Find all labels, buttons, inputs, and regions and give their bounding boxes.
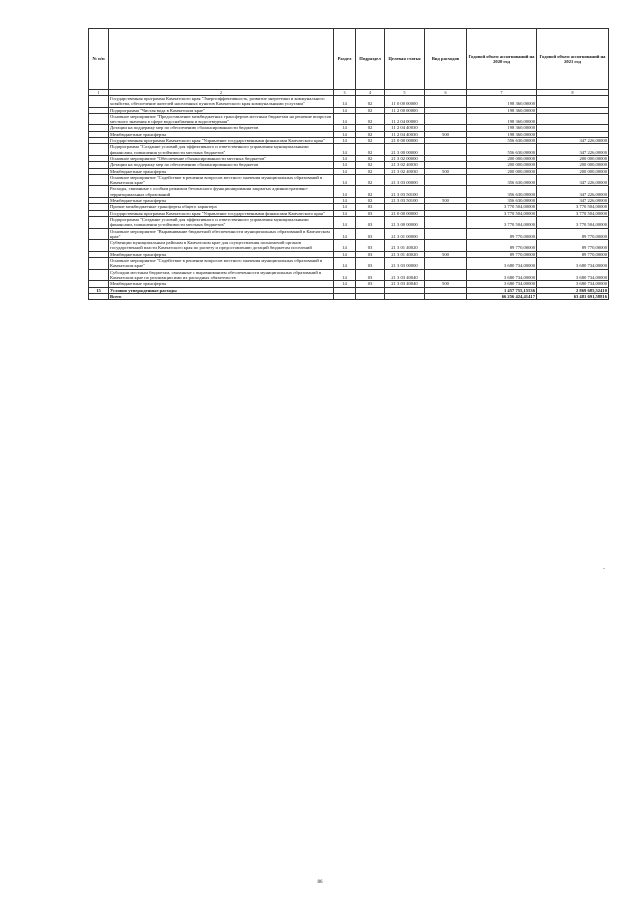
row-section-cell: 14: [334, 198, 356, 204]
row-name-cell: Основное мероприятие "Содействие в решении вопросов местного значения муниципальных образований в Камчатском крае": [109, 174, 334, 186]
row-subsection-cell: 02: [356, 107, 385, 113]
row-section-cell: 14: [334, 240, 356, 252]
row-section-cell: 14: [334, 168, 356, 174]
row-section-cell: 14: [334, 131, 356, 137]
row-subsection-cell: 03: [356, 269, 385, 281]
row-expense-type-cell: 500: [425, 251, 467, 257]
row-subsection-cell: 03: [356, 281, 385, 287]
row-amount-2021-cell: 89 770,00000: [537, 240, 609, 252]
table-row: [89, 113, 609, 125]
row-section-cell: 14: [334, 125, 356, 131]
row-expense-type-cell: [425, 269, 467, 281]
header-amount-2020: Годовой объем ассигнований на 2020 год: [467, 29, 537, 90]
row-section-cell: [334, 293, 356, 299]
row-amount-2020-cell: 3 680 734,00000: [467, 269, 537, 281]
row-amount-2020-cell: 356 630,00000: [467, 174, 537, 186]
row-amount-2020-cell: 198 360,00000: [467, 107, 537, 113]
row-amount-2020-cell: 89 770,00000: [467, 251, 537, 257]
row-target-article-cell: 21 3 01 00000: [385, 228, 425, 240]
row-amount-2021-cell: 3 770 504,00000: [537, 216, 609, 228]
row-section-cell: 14: [334, 258, 356, 270]
row-amount-2020-cell: 89 770,00000: [467, 228, 537, 240]
row-expense-type-cell: [425, 113, 467, 125]
row-number-cell: [89, 174, 109, 186]
row-amount-2020-cell: 89 770,00000: [467, 240, 537, 252]
row-target-article-cell: 21 3 03 00000: [385, 174, 425, 186]
row-section-cell: 14: [334, 107, 356, 113]
row-amount-2021-cell: 3 680 734,00000: [537, 258, 609, 270]
row-expense-type-cell: [425, 228, 467, 240]
row-number-cell: [89, 186, 109, 198]
row-section-cell: 14: [334, 204, 356, 210]
table-row: [89, 240, 609, 252]
row-name-cell: Основное мероприятие "Выравнивание бюджетной обеспеченности муниципальных образований в Камчатском крае": [109, 228, 334, 240]
row-target-article-cell: 21 3 00 00000: [385, 144, 425, 156]
row-name-cell: Межбюджетные трансферты: [109, 198, 334, 204]
row-target-article-cell: 21 3 01 40020: [385, 240, 425, 252]
column-number: 2: [109, 90, 334, 96]
row-amount-2020-cell: 200 000,00000: [467, 168, 537, 174]
row-subsection-cell: 02: [356, 162, 385, 168]
table-row: [89, 216, 609, 228]
row-target-article-cell: 11 2 04 00000: [385, 113, 425, 125]
column-number: 5: [385, 90, 425, 96]
row-subsection-cell: 02: [356, 168, 385, 174]
row-amount-2021-cell: 200 000,00000: [537, 162, 609, 168]
row-expense-type-cell: [425, 96, 467, 108]
table-row: [89, 186, 609, 198]
row-name-cell: Государственная программа Камчатского края "Энергоэффективность, развитие энергетики и коммунального хозяйства, обеспечение жителей населенных пунктов Камчатского края коммунальными услугами": [109, 96, 334, 108]
row-amount-2021-cell: 3 770 504,00000: [537, 204, 609, 210]
row-expense-type-cell: [425, 240, 467, 252]
row-target-article-cell: [385, 293, 425, 299]
row-target-article-cell: 11 2 00 00000: [385, 107, 425, 113]
row-target-article-cell: 21 3 02 40030: [385, 168, 425, 174]
row-section-cell: 14: [334, 162, 356, 168]
row-expense-type-cell: [425, 144, 467, 156]
row-target-article-cell: 21 0 00 00000: [385, 210, 425, 216]
row-expense-type-cell: [425, 186, 467, 198]
row-section-cell: 14: [334, 186, 356, 198]
column-number: 1: [89, 90, 109, 96]
row-amount-2020-cell: 3 680 734,00000: [467, 258, 537, 270]
row-target-article-cell: 21 3 03 00000: [385, 258, 425, 270]
row-name-cell: Дотации на поддержку мер по обеспечению сбалансированности бюджетов: [109, 162, 334, 168]
row-section-cell: 14: [334, 155, 356, 161]
table-row: [89, 96, 609, 108]
row-amount-2020-cell: 556 630,00000: [467, 138, 537, 144]
row-section-cell: 14: [334, 138, 356, 144]
column-number: 6: [425, 90, 467, 96]
row-subsection-cell: [356, 293, 385, 299]
row-name-cell: Межбюджетные трансферты: [109, 131, 334, 137]
budget-allocation-table: [88, 28, 609, 300]
row-number-cell: [89, 258, 109, 270]
row-expense-type-cell: [425, 258, 467, 270]
row-expense-type-cell: 500: [425, 168, 467, 174]
row-amount-2020-cell: 3 770 504,00000: [467, 216, 537, 228]
row-subsection-cell: 02: [356, 186, 385, 198]
row-amount-2021-cell: 3 680 734,00000: [537, 281, 609, 287]
row-amount-2021-cell: 89 770,00000: [537, 228, 609, 240]
row-expense-type-cell: [425, 174, 467, 186]
header-num: № п/п: [89, 29, 109, 90]
row-number-cell: [89, 269, 109, 281]
row-amount-2020-cell: 198 360,00000: [467, 96, 537, 108]
row-target-article-cell: 21 3 03 50100: [385, 186, 425, 198]
row-amount-2021-cell: 347 226,00000: [537, 174, 609, 186]
row-section-cell: 14: [334, 228, 356, 240]
row-name-cell: Основное мероприятие "Содействие в решении вопросов местного значения муниципальных образований в Камчатском крае": [109, 258, 334, 270]
row-target-article-cell: 21 3 03 50100: [385, 198, 425, 204]
row-section-cell: 14: [334, 210, 356, 216]
row-name-cell: Межбюджетные трансферты: [109, 281, 334, 287]
row-name-cell: Подпрограмма "Создание условий для эффективного и ответственного управления муниципальными финансами, повышения устойчивости местных бюджетов": [109, 216, 334, 228]
row-name-cell: Подпрограмма "Создание условий для эффективного и ответственного управления муниципальными финансами, повышения устойчивости местных бюджетов": [109, 144, 334, 156]
row-name-cell: Межбюджетные трансферты: [109, 251, 334, 257]
row-amount-2020-cell: 3 770 504,00000: [467, 210, 537, 216]
column-number: 4: [356, 90, 385, 96]
row-amount-2021-cell: 347 226,00000: [537, 198, 609, 204]
row-expense-type-cell: 500: [425, 281, 467, 287]
row-subsection-cell: 02: [356, 96, 385, 108]
row-amount-2021-cell: 347 226,00000: [537, 186, 609, 198]
row-amount-2020-cell: 198 360,00000: [467, 131, 537, 137]
table-row: [89, 293, 609, 299]
row-amount-2020-cell: 1 457 755,15536: [467, 287, 537, 293]
row-subsection-cell: 02: [356, 138, 385, 144]
row-target-article-cell: 21 3 03 40040: [385, 269, 425, 281]
column-number: 7: [467, 90, 537, 96]
row-name-cell: Условно утвержденные расходы: [109, 287, 334, 293]
table-row: [89, 144, 609, 156]
row-name-cell: Основное мероприятие "Предоставление межбюджетных трансфертов местным бюджетам на решение вопросов местного значения в сфере водоснабжения и водоотведения": [109, 113, 334, 125]
row-amount-2021-cell: 3 770 504,00000: [537, 210, 609, 216]
row-amount-2020-cell: 3 680 734,00000: [467, 281, 537, 287]
row-target-article-cell: 21 3 02 40030: [385, 162, 425, 168]
row-subsection-cell: 03: [356, 240, 385, 252]
row-amount-2020-cell: 198 360,00000: [467, 113, 537, 125]
header-name: [109, 29, 334, 90]
row-subsection-cell: 03: [356, 204, 385, 210]
row-section-cell: 14: [334, 281, 356, 287]
row-subsection-cell: 02: [356, 113, 385, 125]
row-number-cell: [89, 228, 109, 240]
row-amount-2021-cell: [537, 113, 609, 125]
row-section-cell: 14: [334, 113, 356, 125]
row-name-cell: Всего: [109, 293, 334, 299]
row-name-cell: Государственная программа Камчатского края "Управление государственными финансами Камчатского края": [109, 138, 334, 144]
table-header-row: [89, 29, 609, 90]
header-expense-type: Вид расходов: [425, 29, 467, 90]
row-amount-2020-cell: 200 000,00000: [467, 162, 537, 168]
header-section: Раздел: [334, 29, 356, 90]
row-section-cell: 14: [334, 216, 356, 228]
row-subsection-cell: 03: [356, 251, 385, 257]
row-expense-type-cell: 500: [425, 131, 467, 137]
row-name-cell: Дотации на поддержку мер по обеспечению сбалансированности бюджетов: [109, 125, 334, 131]
row-number-cell: 15: [89, 287, 109, 293]
row-target-article-cell: 21 3 01 40020: [385, 251, 425, 257]
row-name-cell: Расходы, связанные с особым режимом безопасного функционирования закрытых административно-территориальных образований: [109, 186, 334, 198]
row-subsection-cell: 02: [356, 155, 385, 161]
row-number-cell: [89, 144, 109, 156]
row-name-cell: Подпрограмма "Чистая вода в Камчатском крае": [109, 107, 334, 113]
header-amount-2021: Годовой объем ассигнований на 2021 год: [537, 29, 609, 90]
row-amount-2020-cell: 200 000,00000: [467, 155, 537, 161]
row-section-cell: 14: [334, 251, 356, 257]
row-number-cell: [89, 96, 109, 108]
row-amount-2021-cell: [537, 96, 609, 108]
row-name-cell: Государственная программа Камчатского края "Управление государственными финансами Камчатского края": [109, 210, 334, 216]
row-target-article-cell: 21 0 00 00000: [385, 138, 425, 144]
row-amount-2021-cell: 89 770,00000: [537, 251, 609, 257]
row-subsection-cell: 02: [356, 125, 385, 131]
row-number-cell: [89, 240, 109, 252]
row-section-cell: 14: [334, 144, 356, 156]
row-section-cell: 14: [334, 174, 356, 186]
table-row: [89, 269, 609, 281]
row-subsection-cell: 02: [356, 144, 385, 156]
table-row: [89, 258, 609, 270]
row-target-article-cell: 21 3 00 00000: [385, 216, 425, 228]
page-number: 86: [317, 880, 323, 885]
row-target-article-cell: 11 0 00 00000: [385, 96, 425, 108]
row-subsection-cell: 03: [356, 216, 385, 228]
row-name-cell: Основное мероприятие "Обеспечение сбалансированности местных бюджетов": [109, 155, 334, 161]
row-amount-2021-cell: 200 000,00000: [537, 168, 609, 174]
column-number: 8: [537, 90, 609, 96]
header-target-article: Целевая статья: [385, 29, 425, 90]
row-name-cell: Субсидии местным бюджетам, связанные с выравниванием обеспеченности муниципальных образований в Камчатском крае по реализации ими их расходных обязательств: [109, 269, 334, 281]
row-amount-2020-cell: 66 256 424,41417: [467, 293, 537, 299]
header-subsection: Подраздел: [356, 29, 385, 90]
row-amount-2021-cell: 2 869 685,52410: [537, 287, 609, 293]
row-number-cell: [89, 293, 109, 299]
row-name-cell: Межбюджетные трансферты: [109, 168, 334, 174]
row-amount-2020-cell: 198 360,00000: [467, 125, 537, 131]
row-subsection-cell: 03: [356, 228, 385, 240]
row-target-article-cell: 21 3 03 40040: [385, 281, 425, 287]
row-target-article-cell: 11 2 04 40030: [385, 131, 425, 137]
table-row: [89, 228, 609, 240]
column-number: 3: [334, 90, 356, 96]
row-amount-2021-cell: 347 226,00000: [537, 138, 609, 144]
table-body: [89, 96, 609, 300]
table-row: [89, 174, 609, 186]
row-number-cell: [89, 216, 109, 228]
row-subsection-cell: 02: [356, 174, 385, 186]
row-number-cell: [89, 113, 109, 125]
row-amount-2021-cell: 347 226,00000: [537, 144, 609, 156]
row-section-cell: 14: [334, 269, 356, 281]
row-amount-2020-cell: 356 630,00000: [467, 198, 537, 204]
row-subsection-cell: 03: [356, 210, 385, 216]
row-subsection-cell: 03: [356, 258, 385, 270]
row-subsection-cell: 02: [356, 131, 385, 137]
row-name-cell: Прочие межбюджетные трансферты общего характера: [109, 204, 334, 210]
row-amount-2020-cell: 3 770 504,00000: [467, 204, 537, 210]
row-amount-2021-cell: 200 000,00000: [537, 155, 609, 161]
row-target-article-cell: 21 3 02 00000: [385, 155, 425, 161]
row-expense-type-cell: [425, 216, 467, 228]
row-amount-2020-cell: 556 630,00000: [467, 144, 537, 156]
row-amount-2020-cell: 356 630,00000: [467, 186, 537, 198]
row-amount-2021-cell: 3 680 734,00000: [537, 269, 609, 281]
continuation-mark: ": [603, 567, 605, 572]
row-expense-type-cell: [425, 293, 467, 299]
row-target-article-cell: 11 2 04 40030: [385, 125, 425, 131]
row-subsection-cell: 02: [356, 198, 385, 204]
row-amount-2021-cell: 63 481 691,58816: [537, 293, 609, 299]
row-expense-type-cell: 500: [425, 198, 467, 204]
row-name-cell: Субвенции муниципальным районам в Камчатском крае для осуществления полномочий органов государственной власти Камчатского края по расчету и предоставлению дотаций бюджетам поселений: [109, 240, 334, 252]
row-section-cell: 14: [334, 96, 356, 108]
